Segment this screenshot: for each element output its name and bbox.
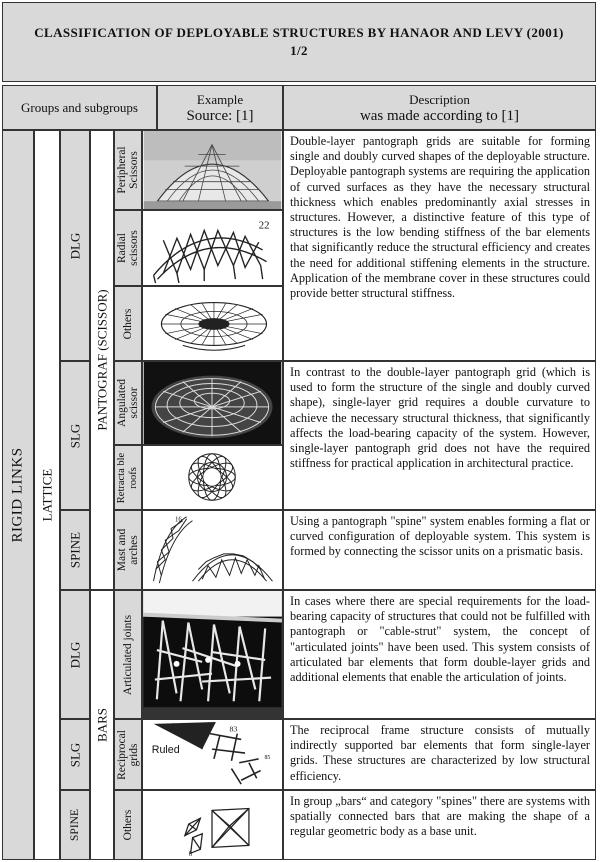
header-groups-label: Groups and subgroups [21,100,138,115]
ruled-label: Ruled [151,744,180,757]
header-example-label: Example [196,91,244,107]
description-dlg-pantograph: Double-layer pantograph grids are suitable for forming single and doubly curved shapes of the deployable structure. Deployable pantograph systems are requiring the application of curved surfaces as they have the necessary structural thickness which enables predominantly axial stresses in structures. However, a distinctive feature of this type of structures is the low bending stiffness of the bar elements that significantly reduce the structural efficiency and creates the need for additional stiffening elements in the structure. Application of the membrane cover in these structures could provide better structural stiffness. [283,130,596,361]
group-lattice-label: LATTICE [39,468,55,522]
group-dlg-2 [60,590,90,719]
example-articulated-joints-image [142,590,283,719]
group-pantograf-label: PANTOGRAF (SCISSOR) [94,289,110,431]
example-others-2-image [142,790,283,860]
group-bars-label: BARS [94,708,110,742]
subgroup-articulated-joints [114,590,142,719]
subgroup-others-2 [114,790,142,860]
group-rigid-links [2,130,34,860]
angulated-dome-icon [143,362,282,444]
example-others-1-image [142,286,283,361]
retractable-ring-icon [143,446,282,509]
reciprocal-example-number-2: 85 [264,754,271,761]
header-description-label: Description [409,91,470,107]
example-radial-scissors-image [142,210,283,286]
subgroup-angulated-scissor-label: Angulated scissor [116,379,140,427]
group-lattice [34,130,60,860]
reciprocal-example-number-1: 83 [229,724,238,734]
subgroup-radial-scissors [114,210,142,286]
subgroup-mast-arches-label: Mast and arches [116,528,140,572]
subgroup-radial-scissors-label: Radial scissors [116,230,140,266]
subgroup-reciprocal-grids [114,719,142,790]
example-retractable-roofs-image [142,445,283,510]
group-dlg-1 [60,130,90,361]
group-bars [90,590,114,860]
mast-example-number: 16 [174,516,182,524]
group-slg-1 [60,361,90,510]
bar-polyhedra-icon [143,791,282,859]
title-line-2: 1/2 [290,43,308,58]
radial-example-number: 22 [258,219,270,232]
example-angulated-scissor-image [142,361,283,445]
example-peripheral-scissors-image [142,130,283,210]
description-dlg-bars: In cases where there are special requirements for the load-bearing capacity of structures that could not be fulfilled with pantograph or "cable-strut" system, the concept of "articulated joints" have been used. This system consists of articulated bar elements that form double-layer grids and additional elements that enable the articulation of joints. [283,590,596,719]
subgroup-others-1 [114,286,142,361]
group-spine-2-label: SPINE [69,809,81,841]
group-pantograf [90,130,114,590]
group-rigid-links-label: RIGID LINKS [9,447,26,543]
subgroup-retractable-roofs-label: Retracta ble roofs [116,452,139,503]
subgroup-mast-arches [114,510,142,590]
group-spine-1 [60,510,90,590]
description-spine-bars: In group „bars“ and category "spines" there are systems with spatially connected bars that are making the shape of a regular geometric body as a base unit. [283,790,596,860]
group-dlg-2-label: DLG [67,641,83,668]
group-slg-2-label: SLG [67,742,83,767]
subgroup-retractable-roofs [114,445,142,510]
group-dlg-1-label: DLG [67,232,83,259]
subgroup-reciprocal-grids-label: Reciprocal grids [116,729,140,780]
example-mast-arches-image [142,510,283,590]
dome-scissor-icon [143,131,282,209]
group-slg-2 [60,719,90,790]
group-spine-1-label: SPINE [67,531,83,569]
description-spine-pantograph: Using a pantograph "spine" system enables forming a flat or curved configuration of deployable system. This system is formed by connecting the scissor units on a prismatic basis. [283,510,596,590]
mast-arch-icon [143,511,282,589]
group-slg-1-label: SLG [67,423,83,448]
title-line-1: CLASSIFICATION OF DEPLOYABLE STRUCTURES BY HANAOR AND LEVY (2001) [34,25,564,40]
radial-scissor-icon [143,211,282,285]
header-example [157,85,283,130]
subgroup-angulated-scissor [114,361,142,445]
articulated-joints-icon [143,591,282,718]
example-reciprocal-grids-image [142,719,283,790]
table-title [2,2,596,82]
description-slg-pantograph: In contrast to the double-layer pantograph grid (which is used to form the structure of the single and doubly curved shape), single-layer grid requires a double curvature to achieve the necessary structural thickness, that significantly affects the load-bearing capacity of the system. However, single-layer pantograph grid does not have the required stiffness for practical application in architectural practice. [283,361,596,510]
subgroup-peripheral-scissors [114,130,142,210]
others-example-number: 6 [188,851,193,859]
lattice-dome-icon [143,287,282,360]
group-spine-2 [60,790,90,860]
subgroup-others-1-label: Others [122,308,134,339]
subgroup-others-2-label: Others [122,809,134,841]
header-groups [2,85,157,130]
header-description [283,85,596,130]
subgroup-articulated-joints-label: Articulated joints [122,614,134,695]
header-example-source: Source: [1] [186,107,254,124]
reciprocal-grid-icon [143,720,282,789]
header-description-source: was made according to [1] [359,107,520,124]
subgroup-peripheral-scissors-label: Peripheral Scissors [116,146,140,194]
description-slg-bars: The reciprocal frame structure consists of mutually indirectly supported bar elements that form single-layer grids. These structures are characterized by low structural efficiency. [283,719,596,790]
